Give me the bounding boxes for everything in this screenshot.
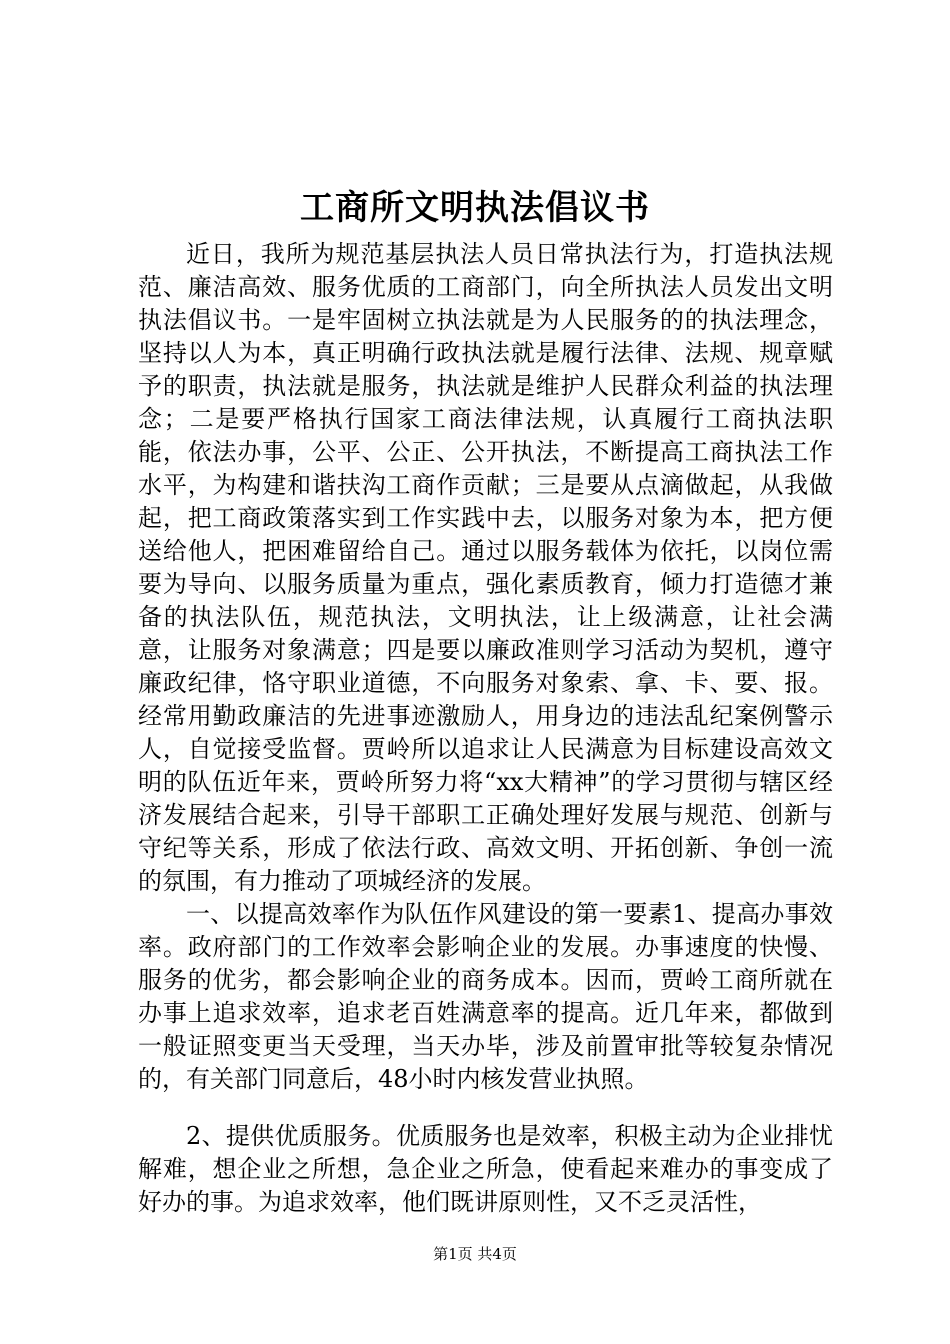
page-number-footer: 第1页 共4页 — [433, 1245, 517, 1263]
document-title: 工商所文明执法倡议书 — [300, 188, 650, 228]
document-body — [138, 238, 833, 1219]
paragraph-intro: 近日，我所为规范基层执法人员日常执法行为，打造执法规范、廉洁高效、服务优质的工商部门，向全所执法人员发出文明执法倡议书。一是牢固树立执法就是为人民服务的的执法理念，坚持以人为本，真正明确行政执法就是履行法律、法规、规章赋予的职责，执法就是服务，执法就是维护人民群众利益的执法理念；二是要严格执行国家工商法律法规，认真履行工商执法职能，依法办事，公平、公正、公开执法，不断提高工商执法工作水平，为构建和谐扶沟工商作贡献；三是要从点滴做起，从我做起，把工商政策落实到工作实践中去，以服务对象为本，把方便送给他人，把困难留给自己。通过以服务载体为依托，以岗位需要为导向、以服务质量为重点，强化素质教育，倾力打造德才兼备的执法队伍，规范执法，文明执法，让上级满意，让社会满意，让服务对象满意；四是要以廉政准则学习活动为契机，遵守廉政纪律，恪守职业道德，不向服务对象索、拿、卡、要、报。经常用勤政廉洁的先进事迹激励人，用身边的违法乱纪案例警示人，自觉接受监督。贾岭所以追求让人民满意为目标建设高效文明的队伍近年来，贾岭所努力将“xx大精神”的学习贯彻与辖区经济发展结合起来，引导干部职工正确处理好发展与规范、创新与守纪等关系，形成了依法行政、高效文明、开拓创新、争创一流的氛围，有力推动了项城经济的发展。 — [138, 240, 833, 895]
paragraph-quality-service: 2、提供优质服务。优质服务也是效率，积极主动为企业排忧解难，想企业之所想，急企业之所急，使看起来难办的事变成了好办的事。为追求效率，他们既讲原则性，又不乏灵活性， — [138, 1122, 833, 1216]
paragraph-section-one: 一、以提高效率作为队伍作风建设的第一要素1、提高办事效率。政府部门的工作效率会影响企业的发展。办事速度的快慢、服务的优劣，都会影响企业的商务成本。因而，贾岭工商所就在办事上追求效率，追求老百姓满意率的提高。近几年来，都做到一般证照变更当天受理，当天办毕，涉及前置审批等较复杂情况的，有关部门同意后，48小时内核发营业执照。 — [138, 900, 833, 1093]
